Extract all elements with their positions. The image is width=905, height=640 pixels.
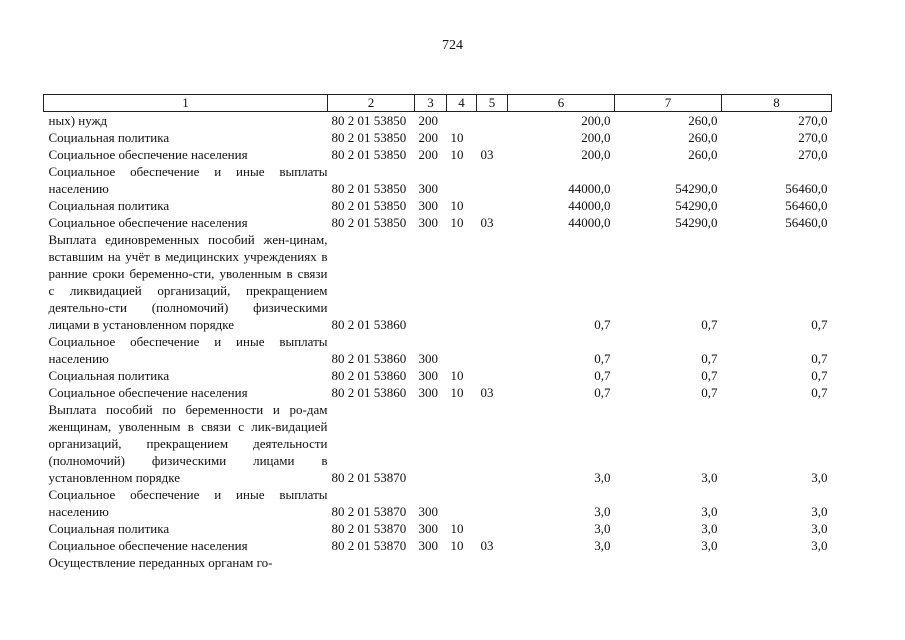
column-header-1: 1 [44, 95, 328, 112]
row-amount-year-2: 54290,0 [675, 198, 718, 213]
table-row [44, 537, 832, 554]
row-section [447, 333, 477, 367]
row-amount-year-2: 260,0 [688, 147, 718, 162]
row-section: 10 [450, 368, 464, 383]
row-name: Социальное обеспечение и иные выплаты населению [48, 334, 328, 366]
row-target-code: 80 2 01 53850 [331, 198, 407, 213]
row-section [447, 163, 477, 197]
row-amount-year-3: 270,0 [798, 147, 828, 162]
column-header-5: 5 [477, 95, 508, 112]
row-name: Выплата единовременных пособий жен-цинам, вставшим на учёт в медицинских учреждениях в ранние сроки беременно-сти, уволенным в связи с ликвидацией организаций, прекращением деятельно-сти (полномочий) физическими лицами в установленном порядке [48, 232, 328, 332]
row-subsection [477, 333, 508, 367]
row-expense-type [415, 231, 447, 333]
row-section: 10 [450, 130, 464, 145]
row-subsection [477, 163, 508, 197]
row-amount-year-1: 0,7 [594, 385, 611, 400]
row-amount-year-3: 270,0 [798, 113, 828, 128]
row-target-code: 80 2 01 53870 [331, 538, 407, 553]
table-row [44, 112, 832, 130]
row-amount-year-3: 0,7 [811, 351, 828, 366]
row-amount-year-3: 3,0 [811, 470, 828, 485]
column-header-4: 4 [447, 95, 477, 112]
row-target-code [328, 554, 415, 571]
row-amount-year-2: 0,7 [701, 385, 718, 400]
row-expense-type: 300 [418, 385, 438, 400]
row-subsection [477, 401, 508, 486]
row-subsection [477, 231, 508, 333]
row-section [447, 554, 477, 571]
table-row [44, 401, 832, 486]
row-amount-year-1: 44000,0 [568, 181, 611, 196]
row-expense-type: 300 [418, 538, 438, 553]
row-amount-year-2: 0,7 [701, 351, 718, 366]
row-name: Социальная политика [48, 198, 170, 213]
table-row [44, 367, 832, 384]
table-row [44, 214, 832, 231]
row-target-code: 80 2 01 53850 [331, 113, 407, 128]
row-name: Социальная политика [48, 368, 170, 383]
row-subsection: 03 [480, 385, 494, 400]
row-target-code: 80 2 01 53870 [331, 504, 407, 519]
row-target-code: 80 2 01 53870 [331, 470, 407, 485]
row-name: Социальная политика [48, 130, 170, 145]
row-amount-year-3 [722, 554, 832, 571]
row-expense-type [415, 554, 447, 571]
row-name: Социальное обеспечение и иные выплаты населению [48, 164, 328, 196]
row-target-code: 80 2 01 53850 [331, 130, 407, 145]
row-section: 10 [450, 198, 464, 213]
row-amount-year-1: 200,0 [581, 147, 611, 162]
row-expense-type: 300 [418, 521, 438, 536]
row-section [447, 486, 477, 520]
row-amount-year-2: 260,0 [688, 113, 718, 128]
table-row [44, 231, 832, 333]
row-amount-year-1: 44000,0 [568, 198, 611, 213]
row-section: 10 [450, 521, 464, 536]
row-subsection: 03 [480, 215, 494, 230]
row-name: Выплата пособий по беременности и ро-дам женщинам, уволенным в связи с лик-видацией организаций, прекращением деятельности (полномочий) физическими лицами в установленном порядке [48, 402, 328, 485]
table-row [44, 146, 832, 163]
table-body [44, 112, 832, 572]
row-section: 10 [450, 147, 464, 162]
table-row [44, 333, 832, 367]
row-target-code: 80 2 01 53860 [331, 351, 407, 366]
column-header-8: 8 [722, 95, 832, 112]
row-name: Социальное обеспечение населения [48, 538, 248, 553]
column-header-7: 7 [615, 95, 722, 112]
row-subsection: 03 [480, 538, 494, 553]
table-row [44, 197, 832, 214]
column-header-6: 6 [508, 95, 615, 112]
row-expense-type: 300 [418, 215, 438, 230]
row-subsection [477, 486, 508, 520]
row-amount-year-3: 56460,0 [785, 181, 828, 196]
row-expense-type: 200 [418, 130, 438, 145]
row-subsection [477, 520, 508, 537]
row-amount-year-3: 0,7 [811, 385, 828, 400]
table-row [44, 384, 832, 401]
row-section: 10 [450, 538, 464, 553]
row-target-code: 80 2 01 53850 [331, 147, 407, 162]
row-section [447, 401, 477, 486]
table-row [44, 163, 832, 197]
row-amount-year-3: 3,0 [811, 504, 828, 519]
row-amount-year-3: 0,7 [811, 317, 828, 332]
row-amount-year-1: 3,0 [594, 538, 611, 553]
row-amount-year-3: 270,0 [798, 130, 828, 145]
row-amount-year-1: 0,7 [594, 317, 611, 332]
row-amount-year-1: 3,0 [594, 504, 611, 519]
row-name: Осуществление переданных органам го- [48, 555, 273, 570]
row-name: Социальное обеспечение населения [48, 147, 248, 162]
table-row [44, 520, 832, 537]
row-expense-type: 200 [418, 147, 438, 162]
row-amount-year-1: 3,0 [594, 470, 611, 485]
row-target-code: 80 2 01 53870 [331, 521, 407, 536]
row-amount-year-2: 54290,0 [675, 215, 718, 230]
column-header-2: 2 [328, 95, 415, 112]
row-target-code: 80 2 01 53850 [331, 215, 407, 230]
row-amount-year-3: 56460,0 [785, 198, 828, 213]
row-expense-type: 300 [418, 181, 438, 196]
row-section [447, 231, 477, 333]
row-amount-year-1: 44000,0 [568, 215, 611, 230]
row-amount-year-3: 0,7 [811, 368, 828, 383]
row-amount-year-2: 3,0 [701, 504, 718, 519]
row-section: 10 [450, 385, 464, 400]
row-subsection: 03 [480, 147, 494, 162]
row-amount-year-3: 56460,0 [785, 215, 828, 230]
row-amount-year-2: 54290,0 [675, 181, 718, 196]
row-amount-year-2: 0,7 [701, 317, 718, 332]
row-subsection [477, 554, 508, 571]
row-amount-year-1: 3,0 [594, 521, 611, 536]
row-name: Социальное обеспечение населения [48, 215, 248, 230]
row-subsection [477, 367, 508, 384]
row-name: ных) нужд [48, 113, 108, 128]
row-amount-year-2: 260,0 [688, 130, 718, 145]
table-row [44, 129, 832, 146]
row-target-code: 80 2 01 53850 [331, 181, 407, 196]
row-section [447, 112, 477, 130]
table-row [44, 554, 832, 571]
budget-table [43, 94, 832, 571]
row-subsection [477, 112, 508, 130]
row-expense-type: 300 [418, 368, 438, 383]
row-expense-type: 300 [418, 351, 438, 366]
row-amount-year-2: 0,7 [701, 368, 718, 383]
row-amount-year-2 [615, 554, 722, 571]
row-target-code: 80 2 01 53860 [331, 385, 407, 400]
row-amount-year-1: 0,7 [594, 351, 611, 366]
row-expense-type: 300 [418, 198, 438, 213]
row-amount-year-3: 3,0 [811, 521, 828, 536]
row-expense-type: 200 [418, 113, 438, 128]
row-amount-year-3: 3,0 [811, 538, 828, 553]
row-amount-year-2: 3,0 [701, 538, 718, 553]
row-expense-type [415, 401, 447, 486]
row-amount-year-2: 3,0 [701, 470, 718, 485]
row-target-code: 80 2 01 53860 [331, 368, 407, 383]
row-name: Социальная политика [48, 521, 170, 536]
row-expense-type: 300 [418, 504, 438, 519]
row-amount-year-1: 200,0 [581, 113, 611, 128]
row-subsection [477, 197, 508, 214]
row-amount-year-1: 200,0 [581, 130, 611, 145]
row-amount-year-1: 0,7 [594, 368, 611, 383]
row-amount-year-2: 3,0 [701, 521, 718, 536]
row-amount-year-1 [508, 554, 615, 571]
table-row [44, 486, 832, 520]
row-section: 10 [450, 215, 464, 230]
row-name: Социальное обеспечение населения [48, 385, 248, 400]
row-target-code: 80 2 01 53860 [331, 317, 407, 332]
column-header-3: 3 [415, 95, 447, 112]
row-name: Социальное обеспечение и иные выплаты населению [48, 487, 328, 519]
row-subsection [477, 129, 508, 146]
table-header-row [44, 95, 832, 112]
page-number: 724 [442, 38, 463, 53]
